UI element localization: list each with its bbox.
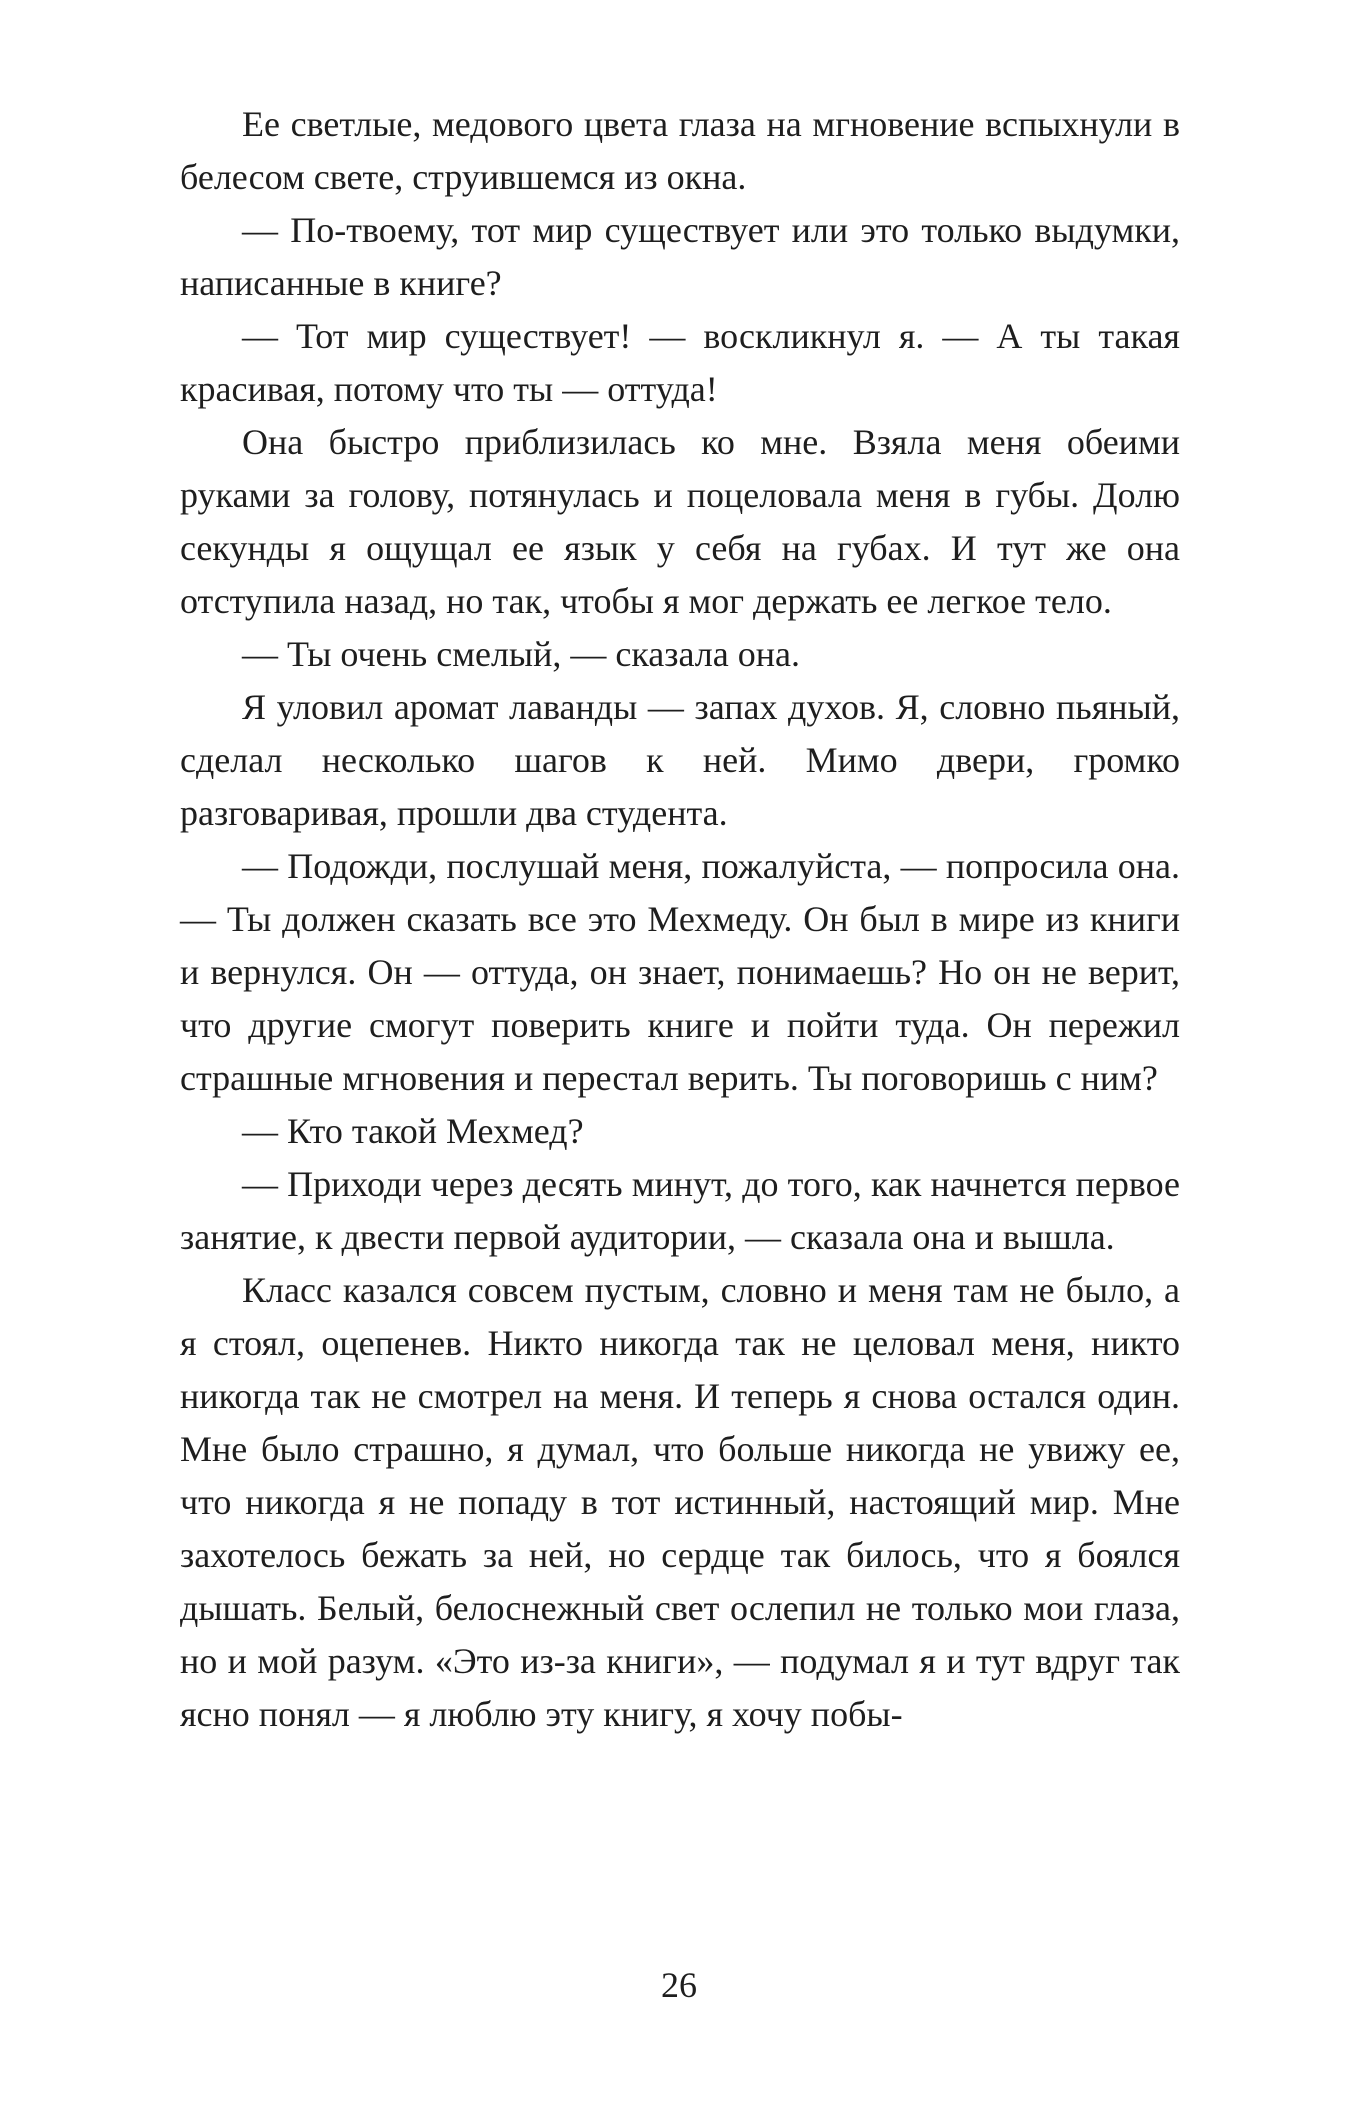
paragraph-9: — Приходи через десять минут, до того, как начнется первое занятие, к двести первой аудитории, — сказала она и вышла. xyxy=(180,1164,1180,1257)
paragraph-6: Я уловил аромат лаванды — запах духов. Я, словно пьяный, сделал несколько шагов к ней. Мимо двери, громко разговаривая, прошли два студента. xyxy=(180,687,1180,833)
paragraph-5: — Ты очень смелый, — сказала она. xyxy=(242,634,800,674)
body-text xyxy=(180,98,1180,1741)
paragraph-7: — Подожди, послушай меня, пожалуйста, — попросила она. — Ты должен сказать все это Мехмеду. Он был в мире из книги и вернулся. Он — оттуда, он знает, понимаешь? Но он не верит, что другие смогут поверить книге и пойти туда. Он пережил страшные мгновения и перестал верить. Ты поговоришь с ним? xyxy=(180,846,1180,1098)
paragraph-2: — По-твоему, тот мир существует или это только выдумки, написанные в книге? xyxy=(180,210,1180,303)
paragraph-1: Ее светлые, медового цвета глаза на мгновение вспыхнули в белесом свете, струившемся из окна. xyxy=(180,104,1180,197)
paragraph-3: — Тот мир существует! — воскликнул я. — А ты такая красивая, потому что ты — оттуда! xyxy=(180,316,1180,409)
paragraph-10: Класс казался совсем пустым, словно и меня там не было, а я стоял, оцепенев. Никто никогда так не целовал меня, никто никогда так не смотрел на меня. И теперь я снова остался один. Мне было страшно, я думал, что больше никогда не увижу ее, что никогда я не попаду в тот истинный, настоящий мир. Мне захотелось бежать за ней, но сердце так билось, что я боялся дышать. Белый, белоснежный свет ослепил не только мои глаза, но и мой разум. «Это из-за книги», — подумал я и тут вдруг так ясно понял — я люблю эту книгу, я хочу побы- xyxy=(180,1270,1180,1734)
paragraph-8: — Кто такой Мехмед? xyxy=(242,1111,584,1151)
paragraph-4: Она быстро приблизилась ко мне. Взяла меня обеими руками за голову, потянулась и поцеловала меня в губы. Долю секунды я ощущал ее язык у себя на губах. И тут же она отступила назад, но так, чтобы я мог держать ее легкое тело. xyxy=(180,422,1180,621)
page-number: 26 xyxy=(661,1965,697,2005)
